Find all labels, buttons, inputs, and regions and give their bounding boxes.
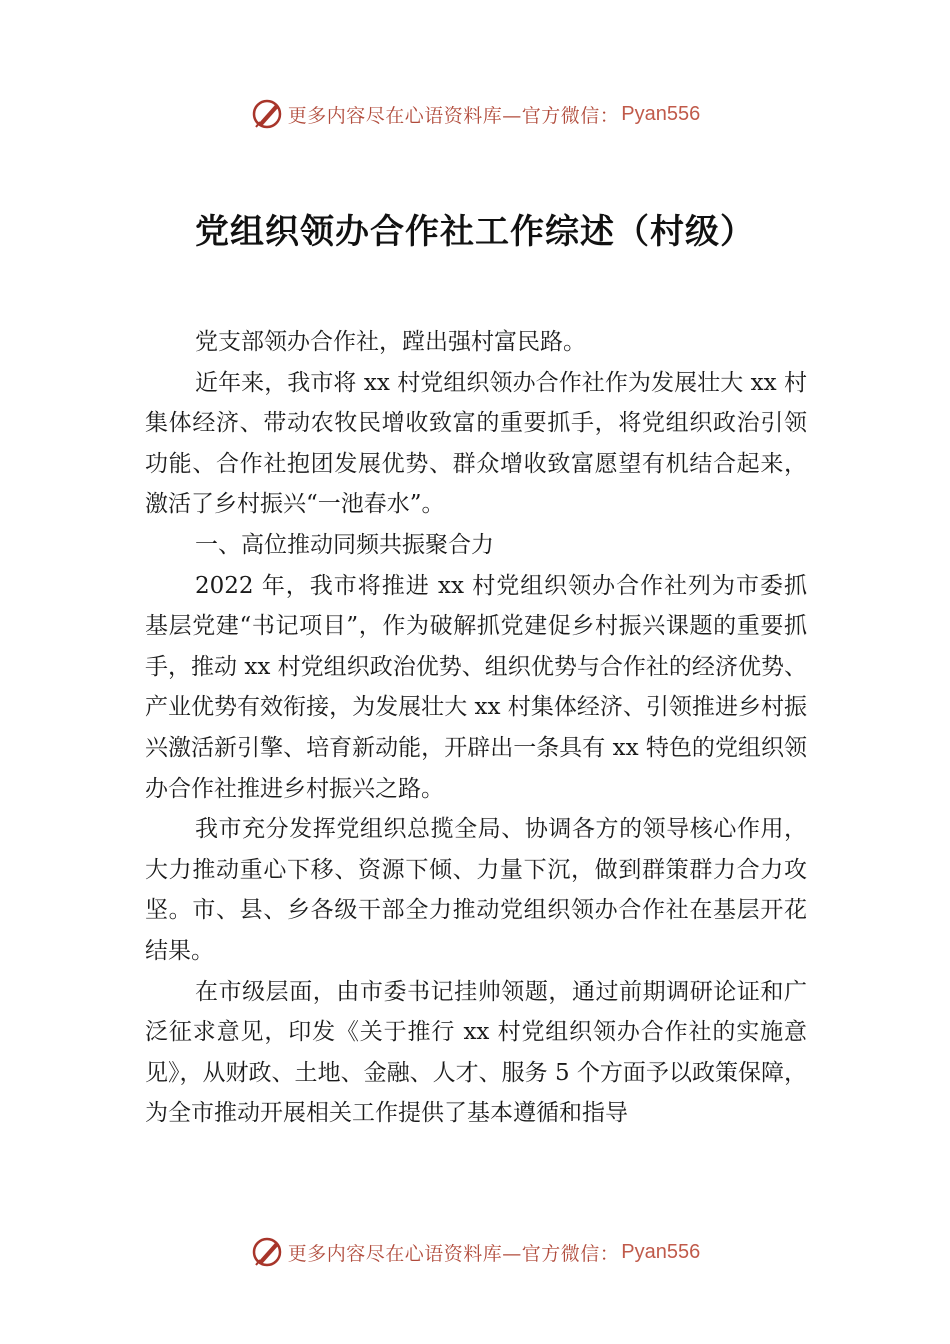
section-heading: 一、高位推动同频共振聚合力: [195, 531, 494, 558]
banner-text: 更多内容尽在心语资料库—官方微信：: [287, 1242, 620, 1265]
footer-banner: [0, 1230, 950, 1274]
paragraph: 2022 年，我市将推进 xx 村党组织领办合作社列为市委抓基层党建“书记项目”，作为破解抓党建促乡村振兴课题的重要抓手，推动 xx 村党组织政治优势、组织优势与合作社的经济优势、产业优势有效衔接，为发展壮大 xx 村集体经济、引领推进乡村振兴激活新引擎、培育新动能，开辟出一条具有 xx 特色的党组织领办合作社推进乡村振兴之路。: [145, 572, 807, 802]
banner-wechat-id: Pyan556: [621, 102, 701, 125]
paragraph: 我市充分发挥党组织总揽全局、协调各方的领导核心作用，大力推动重心下移、资源下倾、力量下沉，做到群策群力合力攻坚。市、县、乡各级干部全力推动党组织领办合作社在基层开花结果。: [145, 816, 807, 964]
header-banner: [0, 92, 950, 136]
document-title: 党组织领办合作社工作综述（村级）: [195, 212, 755, 252]
pen-seal-icon: [250, 97, 284, 131]
document-body: [145, 322, 807, 1134]
banner-text: 更多内容尽在心语资料库—官方微信：: [287, 104, 620, 127]
paragraph: 党支部领办合作社，蹚出强村富民路。: [195, 329, 586, 355]
pen-seal-icon: [250, 1235, 284, 1269]
paragraph: 在市级层面，由市委书记挂帅领题，通过前期调研论证和广泛征求意见，印发《关于推行 xx 村党组织领办合作社的实施意见》，从财政、土地、金融、人才、服务 5 个方面予以政策保障，为全市推动开展相关工作提供了基本遵循和指导: [145, 978, 807, 1127]
paragraph: 近年来，我市将 xx 村党组织领办合作社作为发展壮大 xx 村集体经济、带动农牧民增收致富的重要抓手，将党组织政治引领功能、合作社抱团发展优势、群众增收致富愿望有机结合起来，激活了乡村振兴“一池春水”。: [145, 369, 807, 518]
banner-wechat-id: Pyan556: [621, 1240, 701, 1263]
